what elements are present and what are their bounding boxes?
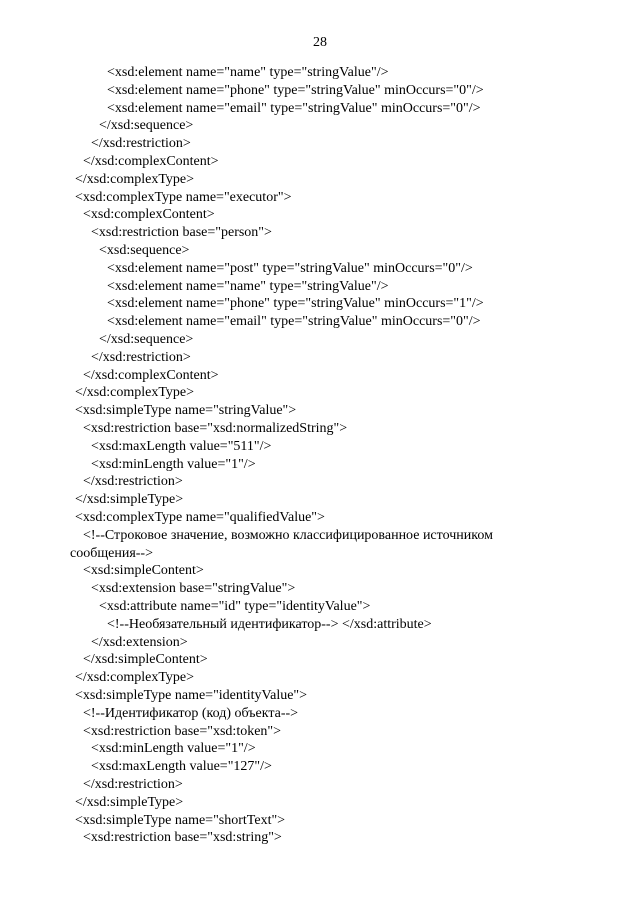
code-line: <!--Строковое значение, возможно классифицированное источником — [83, 527, 493, 543]
code-line: </xsd:complexType> — [75, 670, 195, 686]
code-line: <xsd:simpleContent> — [83, 563, 204, 579]
code-line: <xsd:restriction base="xsd:normalizedString"> — [83, 421, 348, 436]
code-line: </xsd:simpleContent> — [83, 652, 208, 668]
code-line: <xsd:element name="post" type="stringValue" minOccurs="0"/> — [107, 260, 473, 276]
code-line: <xsd:element name="name" type="stringValue"/> — [107, 65, 389, 80]
code-line: <xsd:attribute name="id" type="identityValue"> — [99, 599, 371, 614]
code-line: <xsd:sequence> — [99, 243, 190, 258]
code-line: <xsd:simpleType name="identityValue"> — [75, 688, 308, 703]
code-line: </xsd:complexContent> — [83, 154, 219, 169]
code-line: <xsd:minLength value="1"/> — [91, 456, 256, 472]
page-number: 28 — [313, 35, 327, 50]
code-line: <xsd:simpleType name="stringValue"> — [75, 403, 297, 419]
code-line: </xsd:sequence> — [99, 332, 194, 347]
code-line: <xsd:extension base="stringValue"> — [91, 581, 296, 597]
code-line: </xsd:extension> — [91, 634, 188, 650]
code-line: <xsd:element name="email" type="stringValue" minOccurs="0"/> — [107, 100, 481, 116]
code-line: <xsd:element name="name" type="stringValue"/> — [107, 278, 389, 294]
code-line: </xsd:restriction> — [83, 777, 183, 792]
code-line: сообщения--> — [70, 545, 153, 561]
code-line: <xsd:complexType name="executor"> — [75, 189, 292, 205]
code-line: <xsd:complexContent> — [83, 207, 215, 223]
code-line: </xsd:restriction> — [91, 349, 191, 365]
code-line: </xsd:simpleType> — [75, 492, 184, 508]
code-line: <xsd:minLength value="1"/> — [91, 741, 256, 757]
code-line: <xsd:element name="email" type="stringValue" minOccurs="0"/> — [107, 314, 481, 330]
code-line: <xsd:element name="phone" type="stringValue" minOccurs="0"/> — [107, 82, 484, 98]
code-line: </xsd:complexType> — [75, 385, 195, 401]
code-line: </xsd:restriction> — [91, 136, 191, 152]
code-line: <xsd:element name="phone" type="stringValue" minOccurs="1"/> — [107, 296, 484, 312]
code-line: <!--Необязательный идентификатор--> </xsd:attribute> — [107, 616, 432, 632]
code-line: </xsd:sequence> — [99, 118, 194, 134]
code-line: <xsd:maxLength value="127"/> — [91, 759, 272, 775]
code-line: </xsd:simpleType> — [75, 794, 184, 810]
code-line: <xsd:restriction base="person"> — [91, 225, 272, 241]
code-line: </xsd:complexType> — [75, 171, 195, 187]
code-line: <xsd:maxLength value="511"/> — [91, 438, 272, 454]
code-line: <xsd:simpleType name="shortText"> — [75, 812, 286, 828]
code-line: </xsd:complexContent> — [83, 367, 219, 383]
code-line: <xsd:restriction base="xsd:string"> — [83, 830, 282, 846]
code-line: <xsd:complexType name="qualifiedValue"> — [75, 510, 325, 525]
code-line: </xsd:restriction> — [83, 474, 183, 490]
code-line: <xsd:restriction base="xsd:token"> — [83, 723, 282, 739]
code-line: <!--Идентификатор (код) объекта--> — [83, 705, 299, 721]
